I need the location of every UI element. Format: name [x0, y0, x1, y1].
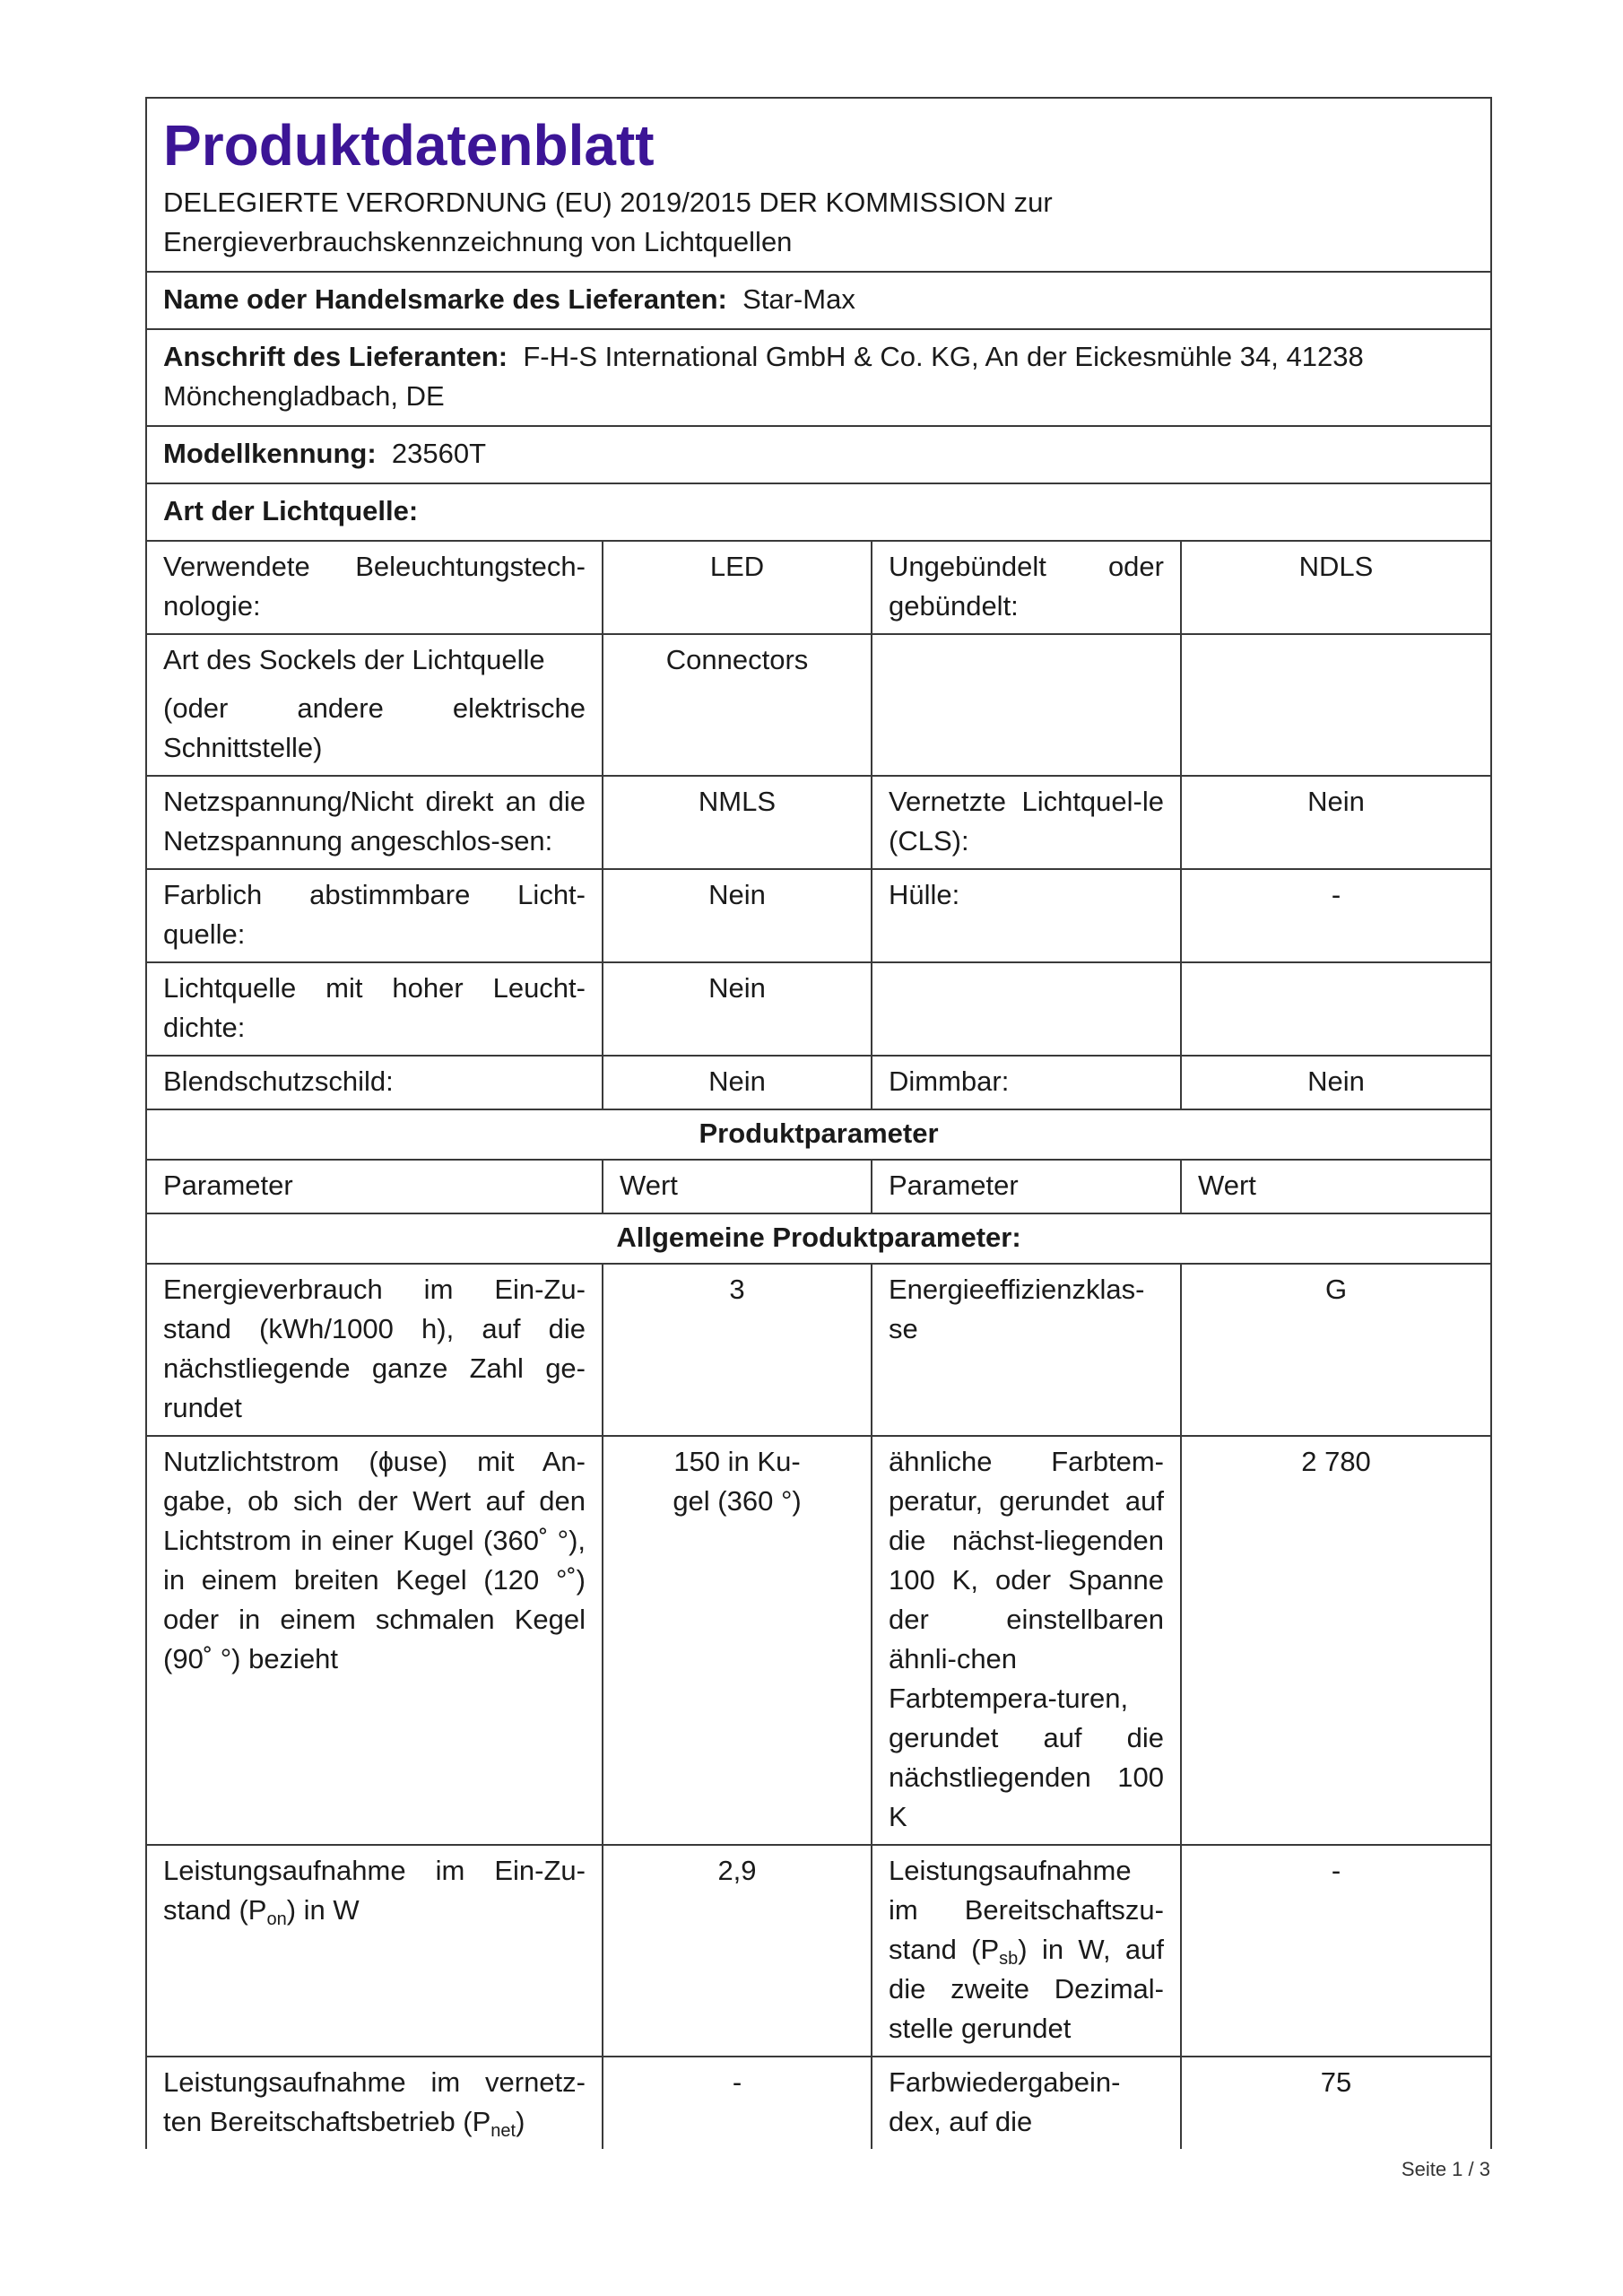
flux-row: [146, 1436, 1491, 1845]
dimmable-value: Nein: [1181, 1056, 1491, 1109]
energy-class-value: G: [1181, 1264, 1491, 1436]
page-title: Produktdatenblatt: [163, 113, 655, 178]
flux-label: Nutzlichtstrom (ɸuse) mit An-gabe, ob sich der Wert auf den Lichtstrom in einer Kugel (360˚ °), in einem breiten Kegel (120 °˚) oder in einem schmalen Kegel (90˚ °) bezieht: [146, 1436, 603, 1845]
energy-value: 3: [603, 1264, 872, 1436]
regulation-text: DELEGIERTE VERORDNUNG (EU) 2019/2015 DER KOMMISSION zur Energieverbrauchskennzeichnung von Lichtquellen: [163, 187, 1053, 257]
tunable-value: Nein: [603, 869, 872, 962]
cap-row: [146, 634, 1491, 776]
supplier-address-row: [146, 329, 1491, 426]
dimmable-label: Dimmbar:: [872, 1056, 1181, 1109]
datasheet: [145, 97, 1490, 2149]
general-params-heading-row: [146, 1213, 1491, 1264]
product-params-heading-row: [146, 1109, 1491, 1160]
col-header-parameter-2: Parameter: [872, 1160, 1181, 1213]
mains-label: Netzspannung/Nicht direkt an die Netzspannung angeschlos-sen:: [146, 776, 603, 869]
supplier-address-label: Anschrift des Lieferanten:: [163, 341, 508, 372]
model-value: 23560T: [391, 438, 487, 469]
lightsource-type-row: [146, 483, 1491, 541]
lightsource-type-label: Art der Lichtquelle:: [146, 483, 1491, 541]
cap-label-sub: (oder andere elektrische Schnittstelle): [163, 692, 586, 763]
glare-value: Nein: [603, 1056, 872, 1109]
high-luminance-row: [146, 962, 1491, 1056]
cri-value: 75: [1181, 2057, 1491, 2149]
high-luminance-value: Nein: [603, 962, 872, 1056]
cls-label: Vernetzte Lichtquel-le (CLS):: [872, 776, 1181, 869]
power-net-label: Leistungsaufnahme im vernetz-ten Bereitschaftsbetrieb $(P_{net})$: [146, 2057, 603, 2149]
glare-label: Blendschutzschild:: [146, 1056, 603, 1109]
directional-label: Ungebündelt oder gebündelt:: [872, 541, 1181, 634]
supplier-name-label: Name oder Handelsmarke des Lieferanten:: [163, 283, 727, 315]
power-net-value: -: [603, 2057, 872, 2149]
col-header-value: Wert: [603, 1160, 872, 1213]
product-params-heading: Produktparameter: [146, 1109, 1491, 1160]
cap-value: Connectors: [603, 634, 872, 776]
col-header-value-2: Wert: [1181, 1160, 1491, 1213]
power-on-row: [146, 1845, 1491, 2057]
cls-value: Nein: [1181, 776, 1491, 869]
tunable-row: [146, 869, 1491, 962]
power-standby-label: Leistungsaufnahme im Bereitschaftszu-stand $(P_{sb})$ in W, auf die zweite Dezimal-stelle gerundet: [872, 1845, 1181, 2057]
cct-label: ähnliche Farbtem-peratur, gerundet auf die nächst-liegenden 100 K, oder Spanne der einstellbaren ähnli-chen Farbtempera-turen, gerundet auf die nächstliegenden 100 K: [872, 1436, 1181, 1845]
power-on-value: 2,9: [603, 1845, 872, 2057]
supplier-name-value: Star-Max: [742, 283, 855, 315]
datasheet-table: [145, 97, 1492, 2149]
power-net-row: [146, 2057, 1491, 2149]
tech-row: [146, 541, 1491, 634]
cap-label-main: Art des Sockels der Lichtquelle: [163, 644, 545, 675]
high-luminance-label: Lichtquelle mit hoher Leucht-dichte:: [146, 962, 603, 1056]
mains-row: [146, 776, 1491, 869]
energy-class-label: Energieeffizienzklas-se: [872, 1264, 1181, 1436]
tech-label: Verwendete Beleuchtungstech-nologie:: [146, 541, 603, 634]
envelope-label: Hülle:: [872, 869, 1181, 962]
supplier-address-value: F-H-S International GmbH & Co. KG, An der Eickesmühle 34, 41238 Mönchengladbach, DE: [163, 341, 1364, 412]
flux-value: 150 in Ku-gel (360 °): [603, 1436, 872, 1845]
energy-label: Energieverbrauch im Ein-Zu-stand (kWh/1000 h), auf die nächstliegende ganze Zahl ge-rundet: [146, 1264, 603, 1436]
cct-value: 2 780: [1181, 1436, 1491, 1845]
model-row: [146, 426, 1491, 483]
col-header-parameter: Parameter: [146, 1160, 603, 1213]
envelope-value: -: [1181, 869, 1491, 962]
directional-value: NDLS: [1181, 541, 1491, 634]
general-params-heading: Allgemeine Produktparameter:: [146, 1213, 1491, 1264]
header-row: [146, 98, 1491, 272]
glare-row: [146, 1056, 1491, 1109]
mains-value: NMLS: [603, 776, 872, 869]
tech-value: LED: [603, 541, 872, 634]
page-number: Seite 1 / 3: [1401, 2158, 1490, 2180]
supplier-name-row: [146, 272, 1491, 329]
column-header-row: [146, 1160, 1491, 1213]
energy-row: [146, 1264, 1491, 1436]
power-on-label: Leistungsaufnahme im Ein-Zu-stand $(P_{on})$ in W: [146, 1845, 603, 2057]
tunable-label: Farblich abstimmbare Licht-quelle:: [146, 869, 603, 962]
cri-label: Farbwiedergabein-dex, auf die: [872, 2057, 1181, 2149]
model-label: Modellkennung:: [163, 438, 377, 469]
power-standby-value: -: [1181, 1845, 1491, 2057]
